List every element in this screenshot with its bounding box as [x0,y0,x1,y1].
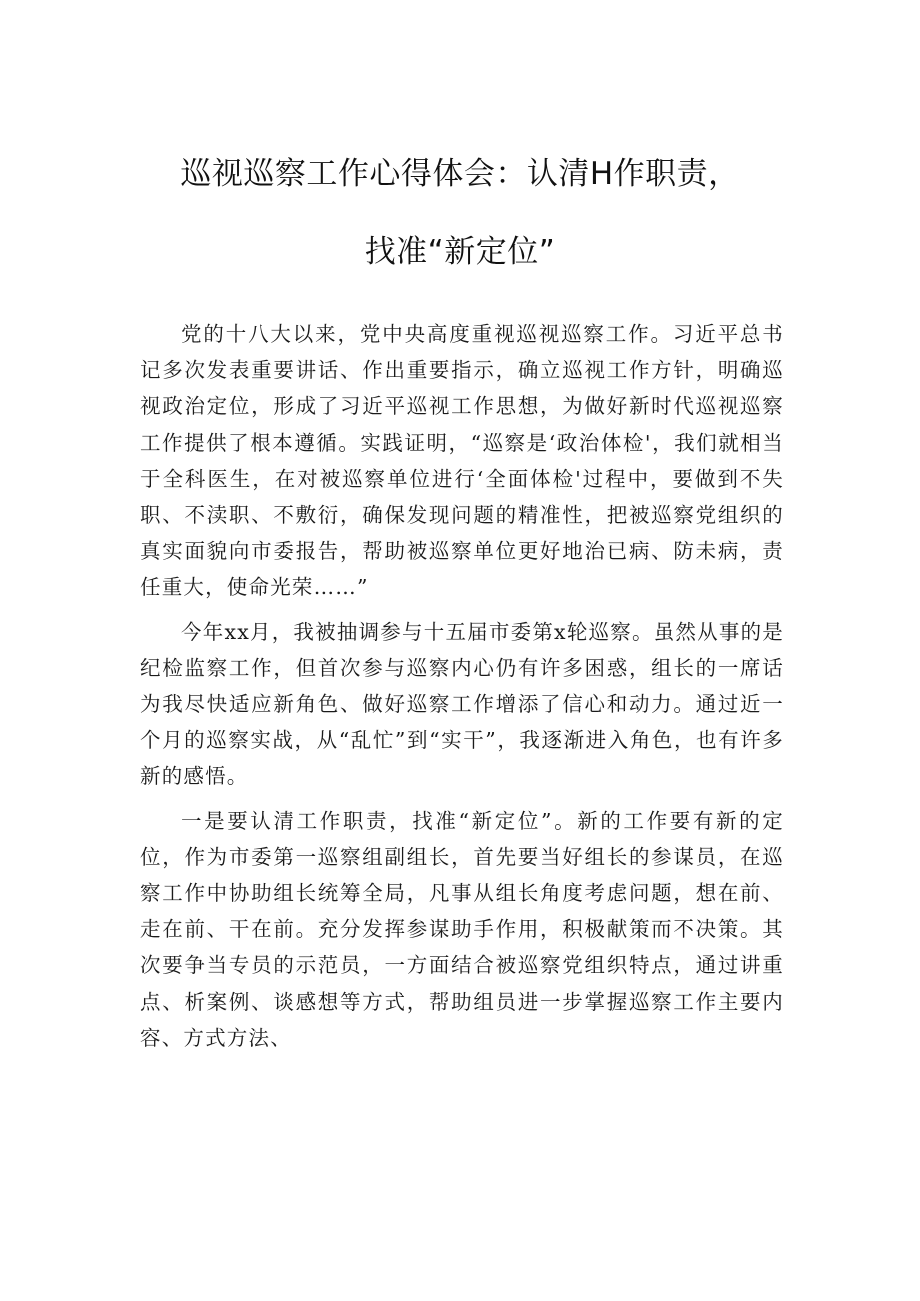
paragraph-2: 今年xx月，我被抽调参与十五届市委第x轮巡察。虽然从事的是纪检监察工作，但首次参与巡察内心仍有许多困惑，组长的一席话为我尽快适应新角色、做好巡察工作增添了信心和动力。通过近一个月的巡察实战，从“乱忙”到“实干”，我逐渐进入角色，也有许多新的感悟。 [140,619,784,789]
document-title-line-1: 巡视巡察工作心得体会：认清H作职责， [180,156,740,192]
paragraph-3: 一是要认清工作职责，找准“新定位”。新的工作要有新的定位，作为市委第一巡察组副组长，首先要当好组长的参谋员，在巡察工作中协助组长统筹全局，凡事从组长角度考虑问题，想在前、走在前、干在前。充分发挥参谋助手作用，积极献策而不决策。其次要争当专员的示范员，一方面结合被巡察党组织特点，通过讲重点、析案例、谈感想等方式，帮助组员进一步掌握巡察工作主要内容、方式方法、 [140,808,784,1050]
paragraph-1: 党的十八大以来，党中央高度重视巡视巡察工作。习近平总书记多次发表重要讲话、作出重要指示，确立巡视工作方针，明确巡视政治定位，形成了习近平巡视工作思想，为做好新时代巡视巡察工作提供了根本遵循。实践证明，“巡察是‘政治体检'，我们就相当于全科医生，在对被巡察单位进行‘全面体检'过程中，要做到不失职、不渎职、不敷衍，确保发现问题的精准性，把被巡察党组织的真实面貌向市委报告，帮助被巡察单位更好地治已病、防未病，责任重大，使命光荣……” [140,322,784,600]
document-title-line-2: 找准“新定位” [364,234,556,270]
document-body [140,316,784,1056]
